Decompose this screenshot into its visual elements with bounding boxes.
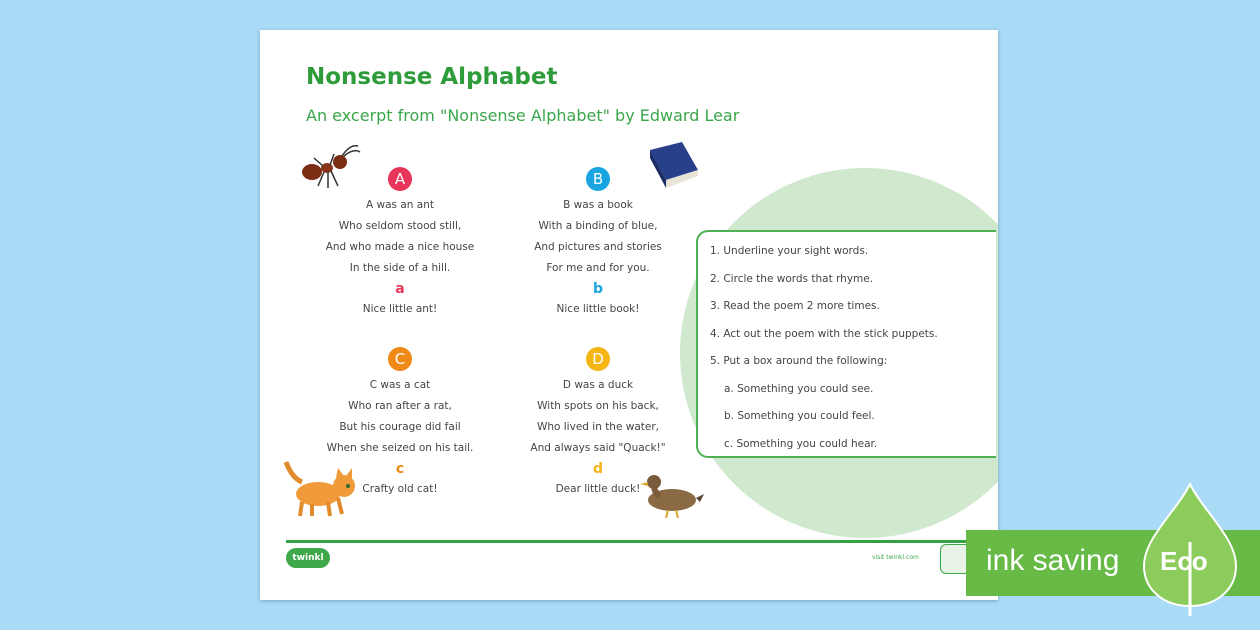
instruction-1: 1. Underline your sight words. <box>710 245 869 257</box>
stanza-d-line-4: And always said "Quack!" <box>530 442 666 454</box>
instruction-5a: a. Something you could see. <box>724 382 874 395</box>
worksheet-title: Nonsense Alphabet <box>306 64 558 90</box>
stanza-c-line-1: C was a cat <box>369 379 431 391</box>
stanza-d-line-2: With spots on his back, <box>537 400 659 412</box>
letter-badge-d <box>586 347 610 371</box>
letter-badge-c <box>388 347 412 371</box>
stanza-a <box>290 167 510 320</box>
stanza-b <box>488 167 708 320</box>
stanza-d-line-1: D was a duck <box>562 379 634 391</box>
worksheet-subtitle: An excerpt from "Nonsense Alphabet" by Edward Lear <box>306 106 740 125</box>
twinkl-logo: twinkl <box>286 548 330 568</box>
stanza-a-line-3: And who made a nice house <box>325 241 475 253</box>
instruction-5b: b. Something you could feel. <box>724 410 875 422</box>
instructions-box <box>696 230 996 458</box>
stanza-d-closing: Dear little duck! <box>555 483 641 495</box>
stanza-b-line-2: With a binding of blue, <box>538 220 658 232</box>
stanza-c-line-2: Who ran after a rat, <box>348 400 452 412</box>
instruction-4: 4. Act out the poem with the stick puppets. <box>710 327 938 340</box>
worksheet <box>260 30 998 600</box>
ink-saving-label: ink saving <box>986 544 1120 577</box>
stanza-c-line-3: But his courage did fail <box>339 421 461 433</box>
letter-badge-b <box>586 167 610 191</box>
stanza-c-closing: Crafty old cat! <box>362 483 438 495</box>
stanza-c-line-4: When she seized on his tail. <box>326 442 474 454</box>
stanza-b-line-1: B was a book <box>563 199 633 211</box>
letter-d-upper: D <box>592 350 604 368</box>
stanza-c <box>290 347 510 500</box>
stanza-a-line-2: Who seldom stood still, <box>338 220 462 232</box>
letter-d-lower: d <box>592 461 604 477</box>
letter-b-upper: B <box>592 170 604 188</box>
instruction-2: 2. Circle the words that rhyme. <box>710 272 874 285</box>
stanza-a-line-1: A was an ant <box>366 199 434 211</box>
footer-divider <box>286 540 998 543</box>
instruction-3: 3. Read the poem 2 more times. <box>710 300 880 312</box>
instruction-5: 5. Put a box around the following: <box>710 355 888 367</box>
instruction-5c: c. Something you could hear. <box>724 437 878 450</box>
instructions-list <box>698 232 996 458</box>
eco-label: Eco <box>1160 546 1208 576</box>
letter-badge-a <box>388 167 412 191</box>
letter-c-lower: c <box>395 461 405 477</box>
stanza-d <box>488 347 708 500</box>
stanza-a-closing: Nice little ant! <box>362 303 438 315</box>
letter-b-lower: b <box>592 281 604 297</box>
footer-url: visit twinkl.com <box>872 554 919 561</box>
letter-a-lower: a <box>395 281 405 297</box>
letter-a-upper: A <box>394 170 406 188</box>
stanza-a-line-4: In the side of a hill. <box>349 262 451 274</box>
stanza-b-closing: Nice little book! <box>556 303 640 315</box>
stanza-b-line-3: And pictures and stories <box>534 241 662 253</box>
letter-c-upper: C <box>394 350 406 368</box>
stanza-b-line-4: For me and for you. <box>546 262 650 274</box>
stanza-d-line-3: Who lived in the water, <box>536 421 660 433</box>
